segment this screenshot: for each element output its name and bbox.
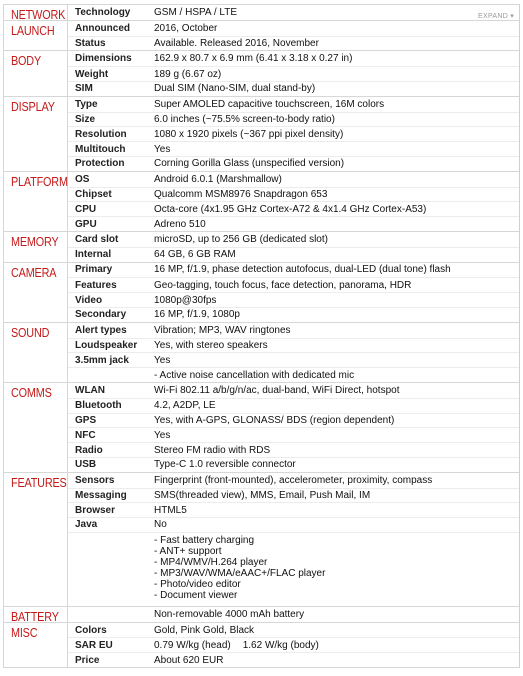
spec-row [68, 488, 519, 503]
spec-value [148, 309, 519, 320]
category-label[interactable] [4, 263, 67, 322]
spec-value [148, 114, 519, 125]
spec-value [148, 370, 519, 381]
spec-label[interactable]: SIM [75, 83, 93, 95]
spec-value-text: 189 g (6.67 oz) [154, 68, 222, 80]
spec-row [68, 352, 519, 367]
category-label[interactable] [4, 473, 67, 606]
spec-row [68, 398, 519, 413]
spec-label[interactable]: Announced [75, 22, 130, 34]
spec-row [68, 607, 519, 622]
spec-label[interactable]: Secondary [75, 309, 127, 321]
spec-value-text: - Active noise cancellation with dedicated mic [154, 369, 355, 381]
spec-label[interactable]: Multitouch [75, 143, 126, 155]
category-text: SOUND [11, 325, 50, 340]
spec-value [148, 280, 519, 291]
spec-value-text: Non-removable 4000 mAh battery [154, 608, 305, 620]
spec-label[interactable]: Dimensions [75, 53, 132, 65]
spec-row [68, 323, 519, 338]
spec-value [148, 340, 519, 351]
spec-value [148, 505, 519, 516]
spec-row [68, 141, 519, 156]
spec-row [68, 623, 519, 638]
spec-row [68, 517, 519, 532]
category-label[interactable] [4, 383, 67, 472]
category-label[interactable] [4, 97, 67, 171]
spec-row [68, 263, 519, 278]
spec-section-camera [4, 262, 519, 322]
category-text: PLATFORM [11, 174, 68, 189]
spec-label[interactable]: Bluetooth [75, 400, 122, 412]
spec-value [148, 325, 519, 336]
spec-value-text: GSM / HSPA / LTE [154, 6, 237, 18]
category-label[interactable] [4, 607, 67, 622]
spec-value [148, 174, 519, 185]
spec-value-text: Gold, Pink Gold, Black [154, 624, 255, 636]
spec-label[interactable]: SAR EU [75, 639, 113, 651]
spec-value-text: 16 MP, f/1.9, phase detection autofocus, dual-LED (dual tone) flash [154, 264, 451, 276]
spec-row [68, 413, 519, 428]
spec-value-text: Yes [154, 143, 171, 155]
spec-label[interactable]: Alert types [75, 324, 127, 336]
spec-row [68, 187, 519, 202]
spec-label[interactable]: Video [75, 294, 103, 306]
spec-value [148, 249, 519, 260]
spec-value-text: No [154, 519, 167, 531]
spec-section-features [4, 472, 519, 606]
spec-value [148, 129, 519, 140]
spec-value [148, 519, 519, 530]
spec-value-text: Yes, with stereo speakers [154, 339, 268, 351]
spec-value-text: Wi-Fi 802.11 a/b/g/n/ac, dual-band, WiFi Direct, hotspot [154, 384, 400, 396]
spec-row [68, 637, 519, 652]
spec-value-text: microSD, up to 256 GB (dedicated slot) [154, 233, 328, 245]
category-label[interactable] [4, 51, 67, 95]
category-text: BODY [11, 54, 42, 69]
spec-row [68, 126, 519, 141]
spec-row [68, 216, 519, 231]
spec-value-line: - ANT+ support [154, 545, 222, 557]
spec-row [68, 502, 519, 517]
spec-label[interactable]: WLAN [75, 384, 105, 396]
spec-label[interactable]: Features [75, 279, 117, 291]
spec-row [68, 201, 519, 216]
spec-value-text: Type-C 1.0 reversible connector [154, 459, 296, 471]
spec-row [68, 5, 519, 20]
spec-section-comms [4, 382, 519, 472]
spec-section-network [4, 5, 519, 20]
category-text: LAUNCH [11, 23, 55, 38]
spec-value-text: 64 GB, 6 GB RAM [154, 249, 236, 261]
spec-value [148, 355, 519, 366]
spec-label[interactable]: Price [75, 654, 100, 666]
spec-section-misc [4, 622, 519, 667]
spec-value [148, 400, 519, 411]
spec-label[interactable]: 3.5mm jack [75, 354, 129, 366]
category-label[interactable] [4, 323, 67, 382]
spec-label[interactable]: Colors [75, 624, 107, 636]
spec-value-text: 162.9 x 80.7 x 6.9 mm (6.41 x 3.18 x 0.27 in) [154, 53, 353, 65]
spec-value-text: About 620 EUR [154, 654, 224, 666]
spec-value [148, 83, 519, 94]
spec-row [68, 292, 519, 307]
spec-label[interactable] [68, 368, 148, 382]
spec-value-line: - Fast battery charging [154, 534, 255, 546]
spec-row [68, 232, 519, 247]
spec-value [148, 609, 519, 620]
spec-value-text: HTML5 [154, 504, 187, 516]
spec-value-text: Adreno 510 [154, 218, 206, 230]
spec-value-text: 1080 x 1920 pixels (~367 ppi pixel density) [154, 128, 344, 140]
spec-value-text: 1080p@30fps [154, 294, 217, 306]
spec-row [68, 532, 519, 606]
category-label[interactable] [4, 232, 67, 262]
spec-section-launch [4, 20, 519, 51]
spec-value-line: - Document viewer [154, 589, 238, 601]
category-label[interactable] [4, 623, 67, 667]
category-label[interactable] [4, 172, 67, 231]
spec-row [68, 36, 519, 51]
spec-section-memory [4, 231, 519, 262]
spec-value-text: Qualcomm MSM8976 Snapdragon 653 [154, 188, 328, 200]
spec-row [68, 172, 519, 187]
spec-value [148, 234, 519, 245]
spec-row [68, 112, 519, 127]
spec-value-line: - MP3/WAV/WMA/eAAC+/FLAC player [154, 567, 326, 579]
spec-label[interactable]: Radio [75, 444, 103, 456]
spec-value-text: Android 6.0.1 (Marshmallow) [154, 173, 282, 185]
category-text: CAMERA [11, 265, 57, 280]
specs-table [3, 4, 520, 668]
spec-label[interactable]: Internal [75, 249, 112, 261]
spec-value-text: 16 MP, f/1.9, 1080p [154, 309, 240, 321]
spec-section-platform [4, 171, 519, 231]
spec-row [68, 277, 519, 292]
spec-label[interactable]: Loudspeaker [75, 339, 138, 351]
spec-value [148, 38, 519, 49]
spec-section-body [4, 50, 519, 95]
spec-label[interactable]: Status [75, 37, 106, 49]
category-text: FEATURES [11, 475, 67, 490]
spec-label[interactable]: Chipset [75, 188, 112, 200]
spec-value [148, 655, 519, 666]
spec-row [68, 383, 519, 398]
spec-value-text: 2016, October [154, 22, 218, 34]
spec-row [68, 307, 519, 322]
spec-value-text: Stereo FM radio with RDS [154, 444, 271, 456]
spec-value-line: - Photo/video editor [154, 578, 241, 590]
category-label[interactable] [4, 21, 67, 51]
spec-value [148, 69, 519, 80]
spec-value-line: - MP4/WMV/H.264 player [154, 556, 268, 568]
spec-value [148, 295, 519, 306]
spec-row [68, 652, 519, 667]
spec-value [148, 204, 519, 215]
spec-value [148, 189, 519, 200]
spec-value-text: 1.62 W/kg (body) [242, 639, 319, 651]
spec-section-sound [4, 322, 519, 382]
spec-value [148, 385, 519, 396]
spec-row [68, 51, 519, 66]
spec-section-battery [4, 606, 519, 622]
spec-row [68, 247, 519, 262]
spec-value-text: Yes [154, 354, 171, 366]
spec-label[interactable]: Technology [75, 6, 131, 18]
spec-value-text: Dual SIM (Nano-SIM, dual stand-by) [154, 83, 316, 95]
spec-section-display [4, 96, 519, 171]
spec-label[interactable]: NFC [75, 429, 96, 441]
spec-label[interactable]: CPU [75, 203, 97, 215]
spec-value [148, 490, 519, 501]
spec-value-text: Yes [154, 429, 171, 441]
spec-value-text: 4.2, A2DP, LE [154, 400, 216, 412]
spec-label[interactable]: Primary [75, 264, 113, 276]
spec-value [148, 7, 519, 18]
spec-label[interactable]: Card slot [75, 233, 119, 245]
spec-row [68, 81, 519, 96]
spec-label[interactable]: Browser [75, 504, 116, 516]
spec-value-text: 6.0 inches (~75.5% screen-to-body ratio) [154, 113, 335, 125]
category-text: MISC [11, 625, 38, 640]
spec-value-text: Fingerprint (front-mounted), accelerometer, proximity, compass [154, 474, 433, 486]
spec-label[interactable] [68, 533, 148, 606]
spec-value-text: Geo-tagging, touch focus, face detection, panorama, HDR [154, 279, 412, 291]
category-label[interactable] [4, 5, 67, 20]
spec-value [148, 533, 519, 601]
spec-value [148, 144, 519, 155]
spec-row [68, 442, 519, 457]
spec-value [148, 23, 519, 34]
spec-row [68, 66, 519, 81]
spec-label[interactable]: Weight [75, 68, 109, 80]
spec-value-text: SMS(threaded view), MMS, Email, Push Mail, IM [154, 489, 371, 501]
spec-value [148, 625, 519, 636]
spec-value [148, 640, 519, 651]
spec-row [68, 97, 519, 112]
category-text: COMMS [11, 385, 52, 400]
spec-value [148, 415, 519, 426]
spec-value [148, 264, 519, 275]
spec-value-text: Super AMOLED capacitive touchscreen, 16M colors [154, 98, 385, 110]
spec-row [68, 21, 519, 36]
spec-label[interactable] [68, 607, 148, 622]
spec-row [68, 367, 519, 382]
spec-label[interactable]: USB [75, 459, 97, 471]
spec-value-text: Vibration; MP3, WAV ringtones [154, 324, 291, 336]
spec-value-text: Yes, with A-GPS, GLONASS/ BDS (region dependent) [154, 414, 395, 426]
spec-label[interactable]: Protection [75, 158, 125, 170]
category-text: NETWORK [11, 8, 66, 22]
spec-value [148, 99, 519, 110]
spec-value-text: Octa-core (4x1.95 GHz Cortex-A72 & 4x1.4 GHz Cortex-A53) [154, 203, 427, 215]
spec-row [68, 156, 519, 171]
spec-row [68, 457, 519, 472]
spec-row [68, 427, 519, 442]
spec-label[interactable]: Sensors [75, 474, 115, 486]
spec-label[interactable]: GPS [75, 414, 97, 426]
spec-label[interactable]: Type [75, 98, 98, 110]
expand-button[interactable]: EXPAND ▾ [478, 13, 515, 20]
category-text: MEMORY [11, 234, 59, 249]
spec-label[interactable]: Messaging [75, 489, 127, 501]
spec-row [68, 338, 519, 353]
spec-value [148, 430, 519, 441]
spec-value-text: Corning Gorilla Glass (unspecified version) [154, 158, 345, 170]
spec-value [148, 459, 519, 470]
spec-label[interactable]: Size [75, 113, 96, 125]
category-text: BATTERY [11, 609, 59, 624]
spec-value [148, 445, 519, 456]
spec-value [148, 219, 519, 230]
spec-value [148, 53, 519, 64]
spec-value-text: 0.79 W/kg (head) [154, 639, 231, 651]
category-text: DISPLAY [11, 99, 55, 114]
spec-label[interactable]: OS [75, 173, 90, 185]
spec-value-text: Available. Released 2016, November [154, 37, 319, 49]
spec-row [68, 473, 519, 488]
spec-label[interactable]: GPU [75, 218, 97, 230]
spec-value [148, 475, 519, 486]
spec-label[interactable]: Java [75, 519, 98, 531]
spec-value [148, 158, 519, 169]
spec-label[interactable]: Resolution [75, 128, 127, 140]
